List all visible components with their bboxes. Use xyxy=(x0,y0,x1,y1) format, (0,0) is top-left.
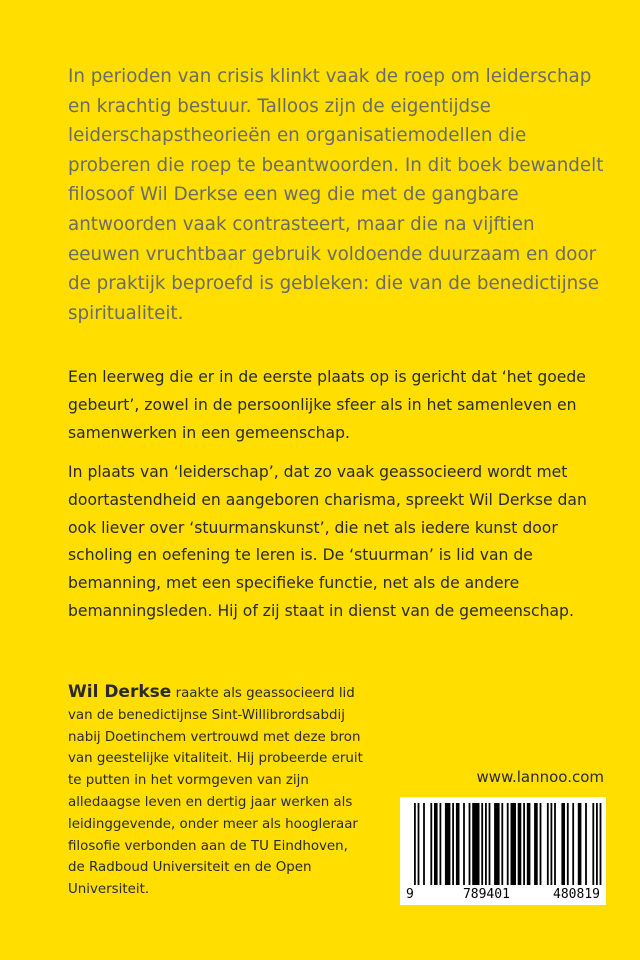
barcode-lead-digit: 9 xyxy=(406,887,414,902)
barcode-bar xyxy=(511,803,517,885)
barcode-digits xyxy=(406,887,600,902)
barcode-bar xyxy=(507,803,509,885)
barcode-bar xyxy=(452,803,454,885)
barcode-bar xyxy=(592,803,594,885)
barcode-bar xyxy=(518,803,522,885)
barcode-bar xyxy=(434,803,438,885)
barcode-bar xyxy=(456,803,460,885)
barcode-left-digits: 789401 xyxy=(462,887,510,902)
body-paragraph-2: In plaats van ‘leiderschap’, dat zo vaak geassocieerd wordt met doortastendheid en aangeboren charisma, spreekt Wil Derkse dan ook liever over ‘stuurmanskunst’, die net als iedere kunst door scholing en oefening te leren is. De ‘stuurman’ is lid van de bemanning, met een specifieke functie, net als de andere bemanningsleden. Hij of zij staat in dienst van de gemeenschap. xyxy=(68,463,587,620)
publisher-url: www.lannoo.com xyxy=(476,768,604,786)
barcode-bar xyxy=(423,803,425,885)
barcode-bar xyxy=(527,803,531,885)
barcode-bar xyxy=(547,803,549,885)
author-bio-text: raakte als geassocieerd lid van de benedictijnse Sint-Willibrordsabdij nabij Doetinchem vertrouwd met deze bron van geestelijke vitaliteit. Hij probeerde eruit te putten in het vormgeven van zijn alledaagse leven en dertig jaar werken als leidinggevende, onder meer als hoogleraar filosofie verbonden aan de TU Eindhoven, de Radboud Universiteit en de Open Universiteit. xyxy=(68,686,363,898)
barcode-bar xyxy=(540,803,542,885)
barcode-bar xyxy=(572,803,574,885)
author-name: Wil Derkse xyxy=(68,682,172,702)
barcode-right-digits: 480819 xyxy=(553,887,600,902)
barcode-bar xyxy=(481,803,483,885)
barcode-bar xyxy=(600,803,602,885)
barcode-bar xyxy=(445,803,451,885)
barcode-bar xyxy=(485,803,487,885)
barcode-bar xyxy=(523,803,525,885)
barcode-bar xyxy=(430,803,432,885)
barcode-bar xyxy=(494,803,500,885)
author-bio xyxy=(68,682,368,901)
body-paragraph-1: Een leerweg die er in de eerste plaats op is gericht dat ‘het goede gebeurt’, zowel in de persoonlijke sfeer als in het samenleven en samenwerken in een gemeenschap. xyxy=(68,368,586,442)
barcode-bar xyxy=(414,803,416,885)
barcode-bar xyxy=(578,803,582,885)
barcode-bar xyxy=(489,803,491,885)
isbn-barcode xyxy=(400,797,606,905)
barcode-bar xyxy=(501,803,503,885)
barcode-bar xyxy=(418,803,420,885)
barcode-bar xyxy=(551,803,553,885)
barcode-bar xyxy=(463,803,465,885)
barcode-bar xyxy=(585,803,587,885)
barcode-bar xyxy=(567,803,569,885)
barcode-bar xyxy=(469,803,471,885)
intro-paragraph: In perioden van crisis klinkt vaak de roep om leiderschap en krachtig bestuur. Talloos zijn de eigentijdse leiderschapstheorieën en organisatiemodellen die proberen die roep te beantwoorden. In dit boek bewandelt filosoof Wil Derkse een weg die met de gangbare antwoorden vaak contrasteert, maar die na vijftien eeuwen vruchtbaar gebruik voldoende duurzaam en door de praktijk beproefd is gebleken: die van de benedictijnse spiritualiteit. xyxy=(68,66,604,324)
barcode-bar xyxy=(440,803,442,885)
barcode-bar xyxy=(554,803,556,885)
barcode-bar xyxy=(534,803,538,885)
barcode-bar xyxy=(472,803,479,885)
barcode-bar xyxy=(596,803,598,885)
barcode-bar xyxy=(561,803,565,885)
